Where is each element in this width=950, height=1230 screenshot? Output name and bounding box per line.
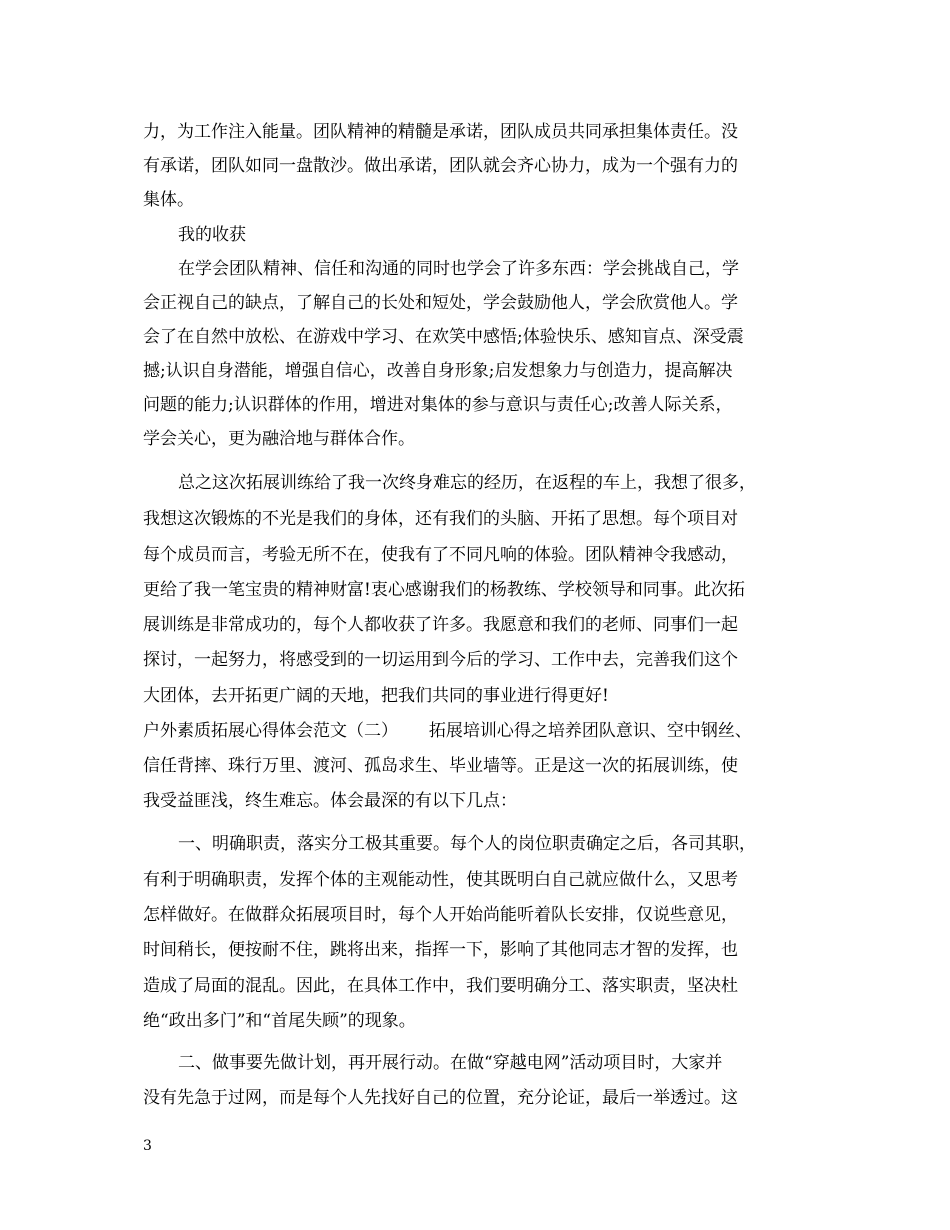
text-line: 怎样做好。在做群众拓展项目时，每个人开始尚能听着队长安排，仅说些意见，: [143, 905, 738, 925]
text-line: 我受益匪浅，终生难忘。体会最深的有以下几点：: [143, 791, 517, 811]
text-line: 学会关心，更为融洽地与群体合作。: [143, 429, 415, 449]
text-line: 展训练是非常成功的，每个人都收获了许多。我愿意和我们的老师、同事们一起: [143, 615, 738, 635]
text-line: 造成了局面的混乱。因此，在具体工作中，我们要明确分工、落实职责，坚决杜: [143, 976, 738, 996]
text-line: 有利于明确职责，发挥个体的主观能动性，使其既明白自己就应做什么，又思考: [143, 870, 738, 890]
text-line: 每个成员而言，考验无所不在，使我有了不同凡响的体验。团队精神令我感动，: [143, 545, 738, 565]
page-number: 3: [143, 1138, 152, 1154]
text-line: 在学会团队精神、信任和沟通的同时也学会了许多东西：学会挑战自己，学: [178, 259, 739, 279]
text-line: 力，为工作注入能量。团队精神的精髓是承诺，团队成员共同承担集体责任。没: [143, 122, 738, 142]
text-line: 信任背摔、珠行万里、渡河、孤岛求生、毕业墙等。正是这一次的拓展训练，使: [143, 756, 738, 776]
text-line: 集体。: [143, 190, 194, 210]
section-title-line: 户外素质拓展心得体会范文（二） 拓展培训心得之培养团队意识、空中钢丝、: [143, 721, 752, 741]
text-line: 会了在自然中放松、在游戏中学习、在欢笑中感悟;体验快乐、感知盲点、深受震: [143, 327, 744, 347]
text-line: 更给了我一笔宝贵的精神财富!衷心感谢我们的杨教练、学校领导和同事。此次拓: [143, 580, 745, 600]
text-line: 时间稍长，便按耐不住，跳将出来，指挥一下，影响了其他同志才智的发挥，也: [143, 940, 738, 960]
text-line: 大团体，去开拓更广阔的天地，把我们共同的事业进行得更好!: [143, 686, 609, 706]
text-line: 探讨，一起努力，将感受到的一切运用到今后的学习、工作中去，完善我们这个: [143, 650, 738, 670]
text-line: 有承诺，团队如同一盘散沙。做出承诺，团队就会齐心协力，成为一个强有力的: [143, 156, 738, 176]
text-line: 我想这次锻炼的不光是我们的身体，还有我们的头脑、开拓了思想。每个项目对: [143, 509, 738, 529]
text-line: 二、做事要先做计划，再开展行动。在做“穿越电网”活动项目时，大家并: [178, 1053, 723, 1073]
text-line: 没有先急于过网，而是每个人先找好自己的位置，充分论证，最后一举透过。这: [143, 1088, 738, 1108]
text-line: 绝“政出多门”和“首尾失顾”的现象。: [143, 1011, 416, 1031]
text-line: 撼;认识自身潜能，增强自信心，改善自身形象;启发想象力与创造力，提高解决: [143, 361, 733, 381]
section-heading: 我的收获: [178, 225, 246, 245]
text-line: 一、明确职责，落实分工极其重要。每个人的岗位职责确定之后，各司其职，: [178, 834, 756, 854]
text-line: 问题的能力;认识群体的作用，增进对集体的参与意识与责任心;改善人际关系，: [143, 395, 733, 415]
text-line: 会正视自己的缺点，了解自己的长处和短处，学会鼓励他人，学会欣赏他人。学: [143, 293, 738, 313]
text-line: 总之这次拓展训练给了我一次终身难忘的经历，在返程的车上，我想了很多，: [178, 473, 756, 493]
